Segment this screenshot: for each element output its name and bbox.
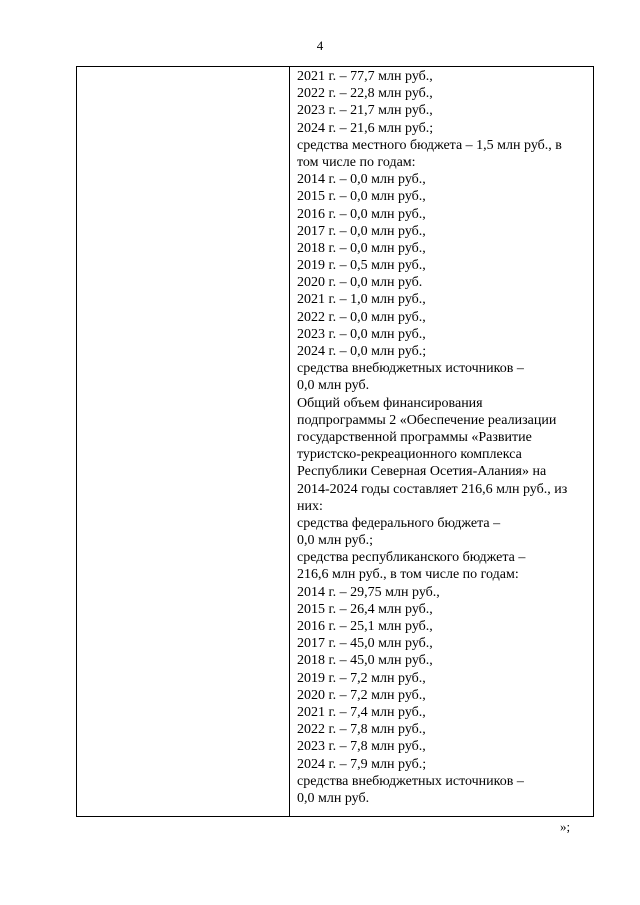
table-line: 2016 г. – 0,0 млн руб., bbox=[297, 206, 426, 222]
table-line: 2021 г. – 1,0 млн руб., bbox=[297, 292, 426, 308]
table-line: 216,6 млн руб., в том числе по годам: bbox=[297, 567, 519, 583]
table-line: 2022 г. – 7,8 млн руб., bbox=[297, 722, 426, 738]
table-line: 2018 г. – 45,0 млн руб., bbox=[297, 653, 433, 669]
table-line: 2019 г. – 7,2 млн руб., bbox=[297, 670, 426, 686]
table-line: 2024 г. – 0,0 млн руб.; bbox=[297, 344, 427, 359]
table-line: 2019 г. – 0,5 млн руб., bbox=[297, 258, 426, 274]
table-line: средства местного бюджета – 1,5 млн руб., в bbox=[297, 137, 562, 153]
table-line: 2022 г. – 22,8 млн руб., bbox=[297, 86, 433, 102]
table-line: 2017 г. – 45,0 млн руб., bbox=[297, 636, 433, 652]
table-line: 2018 г. – 0,0 млн руб., bbox=[297, 240, 426, 256]
page-number: 4 bbox=[316, 38, 324, 53]
table-line: 2023 г. – 21,7 млн руб., bbox=[297, 103, 433, 119]
table-line: Республики Северная Осетия-Алания» на bbox=[297, 464, 547, 480]
table-right-cell bbox=[290, 67, 593, 816]
table-line: 2017 г. – 0,0 млн руб., bbox=[297, 223, 426, 239]
table-line: 2024 г. – 21,6 млн руб.; bbox=[297, 120, 434, 136]
table-line: Общий объем финансирования bbox=[297, 395, 483, 411]
table-line: 2020 г. – 7,2 млн руб., bbox=[297, 687, 426, 703]
table-line: средства внебюджетных источников – bbox=[297, 361, 524, 377]
table-line: 2020 г. – 0,0 млн руб. bbox=[297, 275, 423, 291]
table-line: туристско-рекреационного комплекса bbox=[297, 447, 522, 463]
closing-quote-mark: »; bbox=[560, 819, 571, 834]
table-line: 2014 г. – 29,75 млн руб., bbox=[297, 584, 440, 600]
table-line: средства федерального бюджета – bbox=[297, 515, 501, 531]
table-line: 2016 г. – 25,1 млн руб., bbox=[297, 619, 433, 634]
table-line: 2021 г. – 77,7 млн руб., bbox=[297, 69, 433, 84]
table-line: них: bbox=[297, 498, 323, 514]
table-line: 2023 г. – 0,0 млн руб., bbox=[297, 326, 426, 342]
table-line: 2015 г. – 0,0 млн руб., bbox=[297, 189, 426, 205]
table-line: 0,0 млн руб.; bbox=[297, 533, 373, 549]
table-line: 2022 г. – 0,0 млн руб., bbox=[297, 309, 426, 325]
table-line: 2021 г. – 7,4 млн руб., bbox=[297, 704, 426, 720]
table-line: 0,0 млн руб. bbox=[297, 378, 370, 394]
financing-table bbox=[76, 66, 594, 817]
table-line: 2014-2024 годы составляет 216,6 млн руб., из bbox=[297, 481, 568, 497]
table-line: 2015 г. – 26,4 млн руб., bbox=[297, 601, 433, 617]
table-line: 2024 г. – 7,9 млн руб.; bbox=[297, 756, 427, 772]
table-line: государственной программы «Развитие bbox=[297, 429, 532, 445]
table-line: том числе по годам: bbox=[297, 154, 416, 170]
table-line: 0,0 млн руб. bbox=[297, 790, 370, 806]
table-line: 2023 г. – 7,8 млн руб., bbox=[297, 739, 426, 755]
table-line: средства республиканского бюджета – bbox=[297, 550, 526, 566]
table-left-cell bbox=[77, 67, 290, 816]
table-line: 2014 г. – 0,0 млн руб., bbox=[297, 172, 426, 188]
table-line: подпрограммы 2 «Обеспечение реализации bbox=[297, 412, 557, 428]
table-line: средства внебюджетных источников – bbox=[297, 773, 524, 789]
